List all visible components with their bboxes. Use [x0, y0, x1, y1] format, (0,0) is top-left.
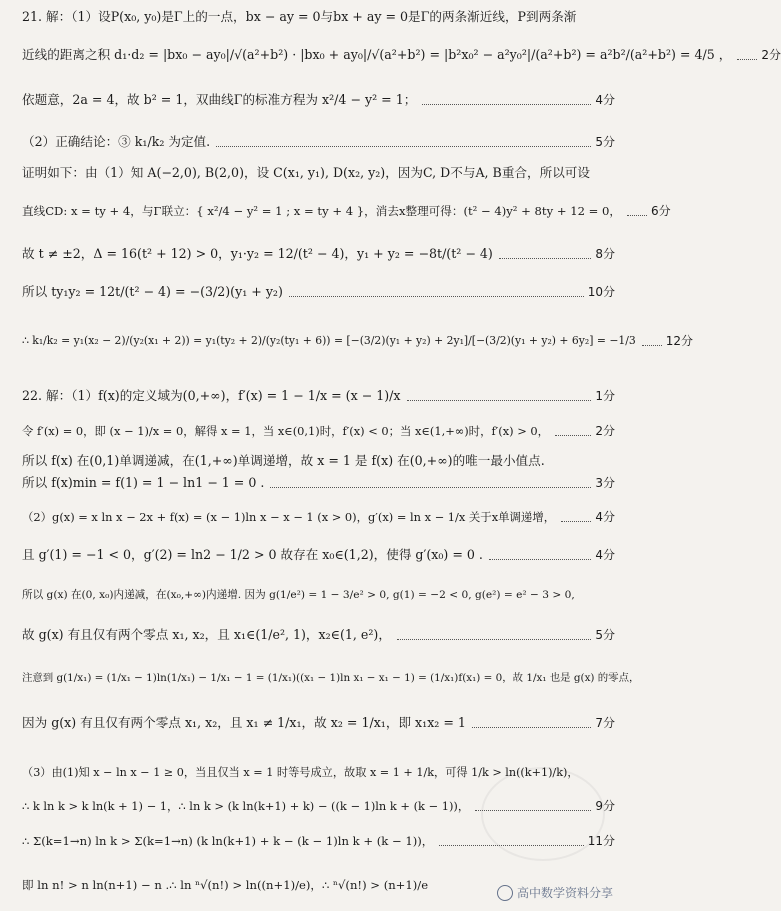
score: 4分 — [595, 93, 615, 107]
line-20: （3）由(1)知 x − ln x − 1 ≥ 0，当且仅当 x = 1 时等号成立，故取 x = 1 + 1/k，可得 1/k > ln((k+1)/k)， — [22, 766, 579, 779]
line-13: 所以 f(x)min = f(1) = 1 − ln1 − 1 = 0 . 3分 — [22, 475, 615, 490]
line-6: 直线CD: x = ty + 4，与Γ联立：{ x²/4 − y² = 1 ; x = ty + 4 }，消去x整理可得：(t² − 4)y² + 8ty + 12 = 0， 6分 — [22, 200, 615, 222]
score: 5分 — [595, 135, 615, 149]
score: 2分 — [761, 48, 781, 62]
line-21: ∴ k ln k > k ln(k + 1) − 1，∴ ln k > (k ln(k+1) + k) − ((k − 1)ln k + (k − 1))， 9分 — [22, 799, 615, 813]
score: 10分 — [587, 285, 615, 299]
score: 4分 — [595, 510, 615, 524]
score: 12分 — [665, 334, 694, 348]
score: 4分 — [595, 548, 615, 562]
line-4: （2）正确结论：③ k₁/k₂ 为定值. 5分 — [22, 131, 615, 153]
line-3: 依题意，2a = 4，故 b² = 1，双曲线Γ的标准方程为 x²/4 − y² = 1； 4分 — [22, 89, 615, 111]
line-12: 所以 f(x) 在(0,1)单调递减，在(1,+∞)单调递增，故 x = 1 是 f(x) 在(0,+∞)的唯一最小值点. — [22, 453, 545, 468]
line-1: 21. 解：（1）设P(x₀, y₀)是Γ上的一点，bx − ay = 0与bx + ay = 0是Γ的两条渐近线，P到两条渐 — [22, 9, 577, 24]
line-19: 因为 g(x) 有且仅有两个零点 x₁, x₂，且 x₁ ≠ 1/x₁，故 x₂ = 1/x₁，即 x₁x₂ = 1 7分 — [22, 712, 615, 734]
line-9: ∴ k₁/k₂ = y₁(x₂ − 2)/(y₂(x₁ + 2)) = y₁(ty₂ + 2)/(y₂(ty₁ + 6)) = [−(3/2)(y₁ + y₂) + 2y₁]/[−(3/2)(y₁ + y₂) + 6y₂] = −1/3 12分 — [22, 330, 615, 352]
score: 7分 — [595, 716, 615, 730]
score: 5分 — [595, 628, 615, 642]
line-11: 令 f′(x) = 0，即 (x − 1)/x = 0，解得 x = 1，当 x∈(0,1)时，f′(x) < 0；当 x∈(1,+∞)时，f′(x) > 0， 2分 — [22, 424, 615, 438]
line-2: 近线的距离之积 d₁·d₂ = |bx₀ − ay₀|/√(a²+b²) · |bx₀ + ay₀|/√(a²+b²) = |b²x₀² − a²y₀²|/(a²+b²) = a²b²/(a²+b²) = 4/5 ， 2分 — [22, 44, 615, 66]
line-7: 故 t ≠ ±2，Δ = 16(t² + 12) > 0，y₁·y₂ = 12/(t² − 4)，y₁ + y₂ = −8t/(t² − 4) 8分 — [22, 243, 615, 265]
line-15: 且 g′(1) = −1 < 0，g′(2) = ln2 − 1/2 > 0 故存在 x₀∈(1,2)，使得 g′(x₀) = 0 . 4分 — [22, 544, 615, 566]
source-watermark: 高中数学资料分享 — [497, 884, 613, 901]
score: 3分 — [595, 476, 615, 490]
line-5: 证明如下：由（1）知 A(−2,0), B(2,0)，设 C(x₁, y₁), D(x₂, y₂)，因为C, D不与A, B重合，所以可设 — [22, 165, 590, 180]
score: 9分 — [595, 799, 615, 813]
score: 11分 — [587, 834, 615, 848]
line-18: 注意到 g(1/x₁) = (1/x₁ − 1)ln(1/x₁) − 1/x₁ − 1 = (1/x₁)((x₁ − 1)ln x₁ − x₁ − 1) = (1/x₁)f(x₁) = 0，故 1/x₁ 也是 g(x) 的零点， — [22, 672, 640, 684]
line-17: 故 g(x) 有且仅有两个零点 x₁, x₂，且 x₁∈(1/e², 1)，x₂∈(1, e²)， 5分 — [22, 624, 615, 646]
line-8: 所以 ty₁y₂ = 12t/(t² − 4) = −(3/2)(y₁ + y₂) 10分 — [22, 281, 615, 303]
line-14: （2）g(x) = x ln x − 2x + f(x) = (x − 1)ln x − x − 1 (x > 0)，g′(x) = ln x − 1/x 关于x单调递增， 4分 — [22, 506, 615, 528]
line-16: 所以 g(x) 在(0, x₀)内递减，在(x₀,+∞)内递增. 因为 g(1/e²) = 1 − 3/e² > 0, g(1) = −2 < 0, g(e²) = e² − 3 > 0, — [22, 589, 575, 601]
line-10: 22. 解：（1）f(x)的定义域为(0,+∞)，f′(x) = 1 − 1/x = (x − 1)/x 1分 — [22, 388, 615, 403]
score: 6分 — [651, 204, 671, 218]
wechat-logo-icon — [497, 885, 513, 901]
line-22: ∴ Σ(k=1→n) ln k > Σ(k=1→n) (k ln(k+1) + k − (k − 1)ln k + (k − 1))， 11分 — [22, 830, 615, 852]
score: 2分 — [595, 424, 615, 438]
score: 8分 — [595, 247, 615, 261]
line-23: 即 ln n! > n ln(n+1) − n .∴ ln ⁿ√(n!) > ln((n+1)/e)，∴ ⁿ√(n!) > (n+1)/e — [22, 878, 429, 892]
score: 1分 — [595, 389, 615, 403]
